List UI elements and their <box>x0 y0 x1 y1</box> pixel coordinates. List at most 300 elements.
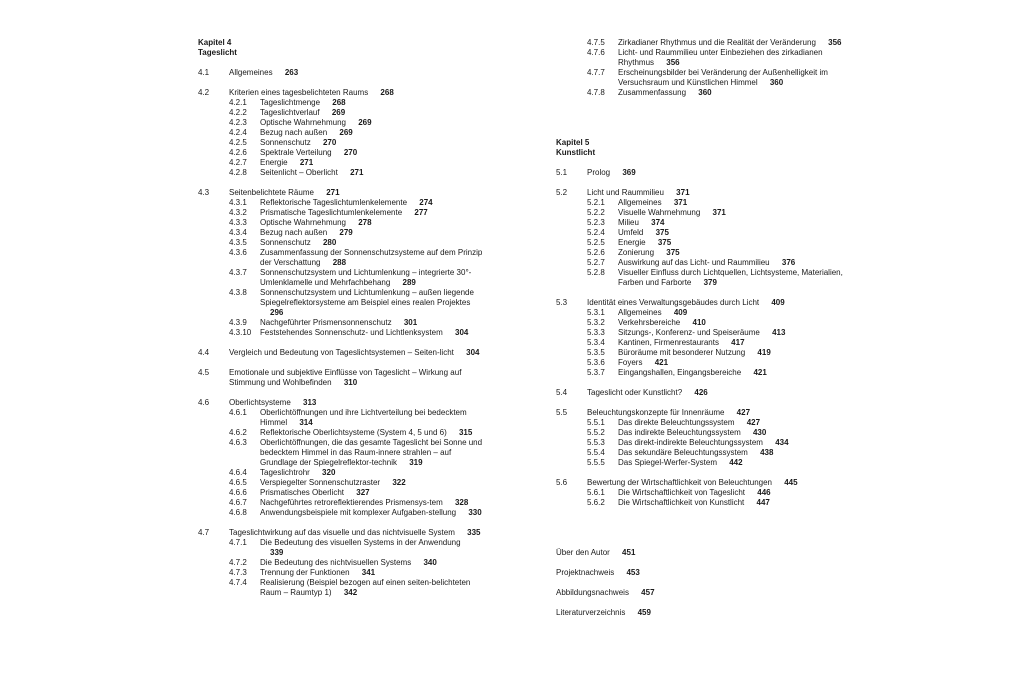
subsection-title: Das sekundäre Beleuchtungssystem 438 <box>618 448 774 457</box>
toc-subsection[interactable] <box>198 288 483 318</box>
subsection-title: Das direkte Beleuchtungssystem 427 <box>618 418 761 427</box>
subsection-title: Visuelle Wahrnehmung 371 <box>618 208 726 217</box>
page-number: 270 <box>322 138 337 147</box>
toc-subsection[interactable] <box>198 508 483 518</box>
subsection-number: 4.7.2 <box>229 558 247 567</box>
subsection-number: 4.7.6 <box>587 48 605 57</box>
subsection-number: 4.3.2 <box>229 208 247 217</box>
subsection-title: Seitenlicht – Oberlicht 271 <box>260 168 364 177</box>
subsection-title: Tageslichtrohr 320 <box>260 468 336 477</box>
subsection-number: 4.2.6 <box>229 148 247 157</box>
subsection-number: 5.2.2 <box>587 208 605 217</box>
subsection-number: 5.5.1 <box>587 418 605 427</box>
subsection-title: Visueller Einfluss durch Lichtquellen, Lichtsysteme, Materialien, Farben und Farborte 379 <box>618 268 843 287</box>
toc-subsection[interactable] <box>198 108 483 118</box>
spacer <box>556 118 846 128</box>
toc-appendix-item[interactable] <box>556 568 846 578</box>
subsection-number: 4.6.6 <box>229 488 247 497</box>
page-number: 410 <box>692 318 706 327</box>
page-number: 417 <box>731 338 745 347</box>
page-number: 451 <box>622 548 636 557</box>
subsection-title: Zusammenfassung 360 <box>618 88 712 97</box>
subsection-number: 4.6.8 <box>229 508 247 517</box>
subsection-number: 4.2.8 <box>229 168 247 177</box>
subsection-number: 5.3.4 <box>587 338 605 347</box>
subsection-number: 4.3.1 <box>229 198 247 207</box>
page-number: 447 <box>756 498 770 507</box>
page-number: 438 <box>760 448 774 457</box>
chapter-title: Kunstlicht <box>556 148 596 157</box>
page-number: 274 <box>419 198 433 207</box>
page-number: 328 <box>454 498 469 507</box>
toc-subsection[interactable] <box>198 168 483 178</box>
page-number: 322 <box>392 478 406 487</box>
toc-subsection[interactable] <box>198 158 483 168</box>
subsection-title: Die Wirtschaftlichkeit von Kunstlicht 447 <box>618 498 770 507</box>
section-title: Allgemeines 263 <box>229 68 299 77</box>
page-number: 268 <box>332 98 346 107</box>
toc-appendix-item[interactable] <box>556 588 846 598</box>
spacer <box>556 558 846 568</box>
spacer <box>556 378 846 388</box>
subsection-title: Feststehendes Sonnenschutz- und Lichtlenksystem 304 <box>260 328 469 337</box>
toc-column-left <box>198 38 483 598</box>
chapter-heading <box>198 38 483 58</box>
toc-subsection[interactable] <box>556 328 846 338</box>
toc-subsection[interactable] <box>556 218 846 228</box>
page-number: 304 <box>466 348 480 357</box>
subsection-number: 5.2.5 <box>587 238 605 247</box>
page-number: 280 <box>322 238 337 247</box>
page-number: 341 <box>361 568 376 577</box>
subsection-title: Sitzungs-, Konferenz- und Speiseräume 413 <box>618 328 786 337</box>
appendix-title: Über den Autor 451 <box>556 548 636 557</box>
subsection-title: Prismatische Tageslichtumlenkelemente 277 <box>260 208 428 217</box>
section-number: 4.4 <box>198 348 210 357</box>
toc-column-right <box>556 38 846 618</box>
toc-subsection[interactable] <box>198 478 483 488</box>
subsection-number: 5.3.6 <box>587 358 605 367</box>
subsection-title: Zusammenfassung der Sonnenschutzsysteme auf dem Prinzip der Verschattung 288 <box>260 248 483 267</box>
spacer <box>556 398 846 408</box>
section-title: Prolog 369 <box>587 168 636 177</box>
page-number: 310 <box>343 378 358 387</box>
subsection-number: 5.6.2 <box>587 498 605 507</box>
page-number: 340 <box>423 558 437 567</box>
toc-subsection[interactable] <box>198 148 483 158</box>
toc-appendix-item[interactable] <box>556 548 846 558</box>
section-title: Emotionale und subjektive Einflüsse von Tageslicht – Wirkung auf Stimmung und Wohlbefinden 310 <box>229 368 462 387</box>
section-title: Tageslicht oder Kunstlicht? 426 <box>587 388 708 397</box>
subsection-title: Auswirkung auf das Licht- und Raummilieu 376 <box>618 258 796 267</box>
page-number: 271 <box>350 168 364 177</box>
toc-subsection[interactable] <box>556 48 846 68</box>
section-number: 5.1 <box>556 168 568 177</box>
subsection-number: 4.3.7 <box>229 268 247 277</box>
subsection-number: 4.2.5 <box>229 138 247 147</box>
subsection-number: 5.2.4 <box>587 228 605 237</box>
toc-section[interactable] <box>556 168 846 178</box>
appendix-title: Projektnachweis 453 <box>556 568 640 577</box>
page-number: 269 <box>331 108 346 117</box>
section-number: 5.2 <box>556 188 568 197</box>
subsection-title: Sonnenschutzsystem und Lichtumlenkung – integrierte 30°-Umlenklamelle und Mehrfachbehang 289 <box>260 268 472 287</box>
toc-subsection[interactable] <box>556 308 846 318</box>
page-number: 371 <box>676 188 690 197</box>
section-title: Vergleich und Bedeutung von Tageslichtsystemen – Seiten-licht 304 <box>229 348 480 357</box>
subsection-number: 4.3.9 <box>229 318 247 327</box>
subsection-number: 5.2.8 <box>587 268 605 277</box>
page-number: 457 <box>641 588 655 597</box>
toc-subsection[interactable] <box>556 68 846 88</box>
subsection-title: Umfeld 375 <box>618 228 669 237</box>
spacer <box>198 178 483 188</box>
toc-subsection[interactable] <box>556 88 846 98</box>
subsection-title: Tageslichtmenge 268 <box>260 98 346 107</box>
page-number: 271 <box>326 188 340 197</box>
page-number: 379 <box>703 278 717 287</box>
subsection-number: 4.7.7 <box>587 68 605 77</box>
subsection-title: Allgemeines 409 <box>618 308 688 317</box>
toc-subsection[interactable] <box>198 428 483 438</box>
toc-subsection[interactable] <box>556 418 846 428</box>
page-number: 360 <box>769 78 784 87</box>
spacer <box>556 598 846 608</box>
chapter-title: Tageslicht <box>198 48 237 57</box>
subsection-number: 5.3.7 <box>587 368 605 377</box>
section-title: Licht und Raummilieu 371 <box>587 188 690 197</box>
chapter-label: Kapitel 5 <box>556 138 590 147</box>
toc-subsection[interactable] <box>198 268 483 288</box>
toc-section[interactable] <box>198 88 483 98</box>
page-number: 330 <box>468 508 482 517</box>
toc-subsection[interactable] <box>198 498 483 508</box>
section-title: Bewertung der Wirtschaftlichkeit von Beleuchtungen 445 <box>587 478 798 487</box>
subsection-number: 5.2.7 <box>587 258 605 267</box>
toc-subsection[interactable] <box>198 238 483 248</box>
subsection-number: 4.7.1 <box>229 538 247 547</box>
page-number: 289 <box>402 278 416 287</box>
toc-subsection[interactable] <box>556 258 846 268</box>
toc-subsection[interactable] <box>198 228 483 238</box>
spacer <box>556 178 846 188</box>
page-number: 371 <box>673 198 688 207</box>
subsection-number: 4.6.5 <box>229 478 247 487</box>
subsection-title: Energie 271 <box>260 158 314 167</box>
toc-subsection[interactable] <box>556 268 846 288</box>
subsection-title: Oberlichtöffnungen, die das gesamte Tageslicht bei Sonne und bedecktem Himmel in das Raum-innere strahlen – auf Grundlage der Spiegelreflektor-technik 319 <box>260 438 483 467</box>
toc-subsection[interactable] <box>556 348 846 358</box>
toc-section[interactable] <box>556 388 846 398</box>
page-number: 375 <box>657 238 672 247</box>
toc-subsection[interactable] <box>556 488 846 498</box>
subsection-number: 5.2.6 <box>587 248 605 257</box>
subsection-number: 5.6.1 <box>587 488 605 497</box>
subsection-number: 4.6.4 <box>229 468 247 477</box>
spacer <box>556 528 846 538</box>
toc-subsection[interactable] <box>198 318 483 328</box>
subsection-number: 4.3.6 <box>229 248 247 257</box>
toc-subsection[interactable] <box>556 228 846 238</box>
toc-subsection[interactable] <box>556 248 846 258</box>
subsection-number: 4.3.10 <box>229 328 252 337</box>
page-number: 419 <box>757 348 771 357</box>
toc-section[interactable] <box>198 398 483 408</box>
subsection-number: 4.2.4 <box>229 128 247 137</box>
spacer <box>556 98 846 108</box>
chapter-heading <box>556 138 846 158</box>
page-number: 421 <box>753 368 767 377</box>
toc-subsection[interactable] <box>198 438 483 468</box>
toc-subsection[interactable] <box>198 568 483 578</box>
subsection-number: 4.3.5 <box>229 238 247 247</box>
subsection-number: 4.3.4 <box>229 228 247 237</box>
toc-subsection[interactable] <box>198 328 483 338</box>
toc-subsection[interactable] <box>198 408 483 428</box>
subsection-title: Sonnenschutz 280 <box>260 238 337 247</box>
subsection-number: 4.6.2 <box>229 428 247 437</box>
spacer <box>556 578 846 588</box>
spacer <box>556 128 846 138</box>
toc-subsection[interactable] <box>556 458 846 468</box>
section-number: 4.6 <box>198 398 210 407</box>
subsection-title: Bezug nach außen 269 <box>260 128 353 137</box>
subsection-number: 4.3.8 <box>229 288 247 297</box>
section-number: 5.4 <box>556 388 568 397</box>
section-number: 4.1 <box>198 68 210 77</box>
spacer <box>198 78 483 88</box>
toc-subsection[interactable] <box>556 498 846 508</box>
toc-subsection[interactable] <box>198 138 483 148</box>
subsection-title: Kantinen, Firmenrestaurants 417 <box>618 338 745 347</box>
subsection-number: 4.2.1 <box>229 98 247 107</box>
page-number: 304 <box>455 328 469 337</box>
toc-subsection[interactable] <box>198 468 483 478</box>
section-number: 5.5 <box>556 408 568 417</box>
subsection-title: Zirkadianer Rhythmus und die Realität der Veränderung 356 <box>618 38 842 47</box>
subsection-title: Das Spiegel-Werfer-System 442 <box>618 458 743 467</box>
subsection-title: Optische Wahrnehmung 278 <box>260 218 372 227</box>
spacer <box>556 288 846 298</box>
toc-subsection[interactable] <box>198 488 483 498</box>
subsection-title: Erscheinungsbilder bei Veränderung der Außenhelligkeit im Versuchsraum und Künstlichen Himmel 360 <box>618 68 828 87</box>
toc-subsection[interactable] <box>556 438 846 448</box>
page-number: 374 <box>651 218 665 227</box>
subsection-title: Tageslichtverlauf 269 <box>260 108 346 117</box>
toc-subsection[interactable] <box>556 428 846 438</box>
page-number: 426 <box>694 388 708 397</box>
toc-section[interactable] <box>198 68 483 78</box>
toc-section[interactable] <box>556 298 846 308</box>
subsection-title: Das indirekte Beleuchtungssystem 430 <box>618 428 767 437</box>
subsection-title: Trennung der Funktionen 341 <box>260 568 376 577</box>
page-number: 263 <box>284 68 299 77</box>
page-number: 277 <box>414 208 428 217</box>
subsection-number: 5.3.3 <box>587 328 605 337</box>
toc-subsection[interactable] <box>198 538 483 558</box>
page-number: 269 <box>358 118 372 127</box>
page-number: 446 <box>757 488 771 497</box>
toc-appendix-item[interactable] <box>556 608 846 618</box>
spacer <box>198 518 483 528</box>
spacer <box>198 338 483 348</box>
subsection-title: Zonierung 375 <box>618 248 680 257</box>
subsection-number: 4.6.3 <box>229 438 247 447</box>
subsection-title: Allgemeines 371 <box>618 198 688 207</box>
page-number: 453 <box>626 568 640 577</box>
page-number: 313 <box>303 398 317 407</box>
subsection-title: Nachgeführter Prismensonnenschutz 301 <box>260 318 418 327</box>
subsection-title: Verspiegelter Sonnenschutzraster 322 <box>260 478 406 487</box>
spacer <box>198 58 483 68</box>
subsection-title: Licht- und Raummilieu unter Einbeziehen des zirkadianen Rhythmus 356 <box>618 48 823 67</box>
subsection-title: Energie 375 <box>618 238 672 247</box>
page-number: 278 <box>358 218 372 227</box>
toc-subsection[interactable] <box>556 338 846 348</box>
subsection-title: Verkehrsbereiche 410 <box>618 318 706 327</box>
section-title: Tageslichtwirkung auf das visuelle und das nichtvisuelle System 335 <box>229 528 481 537</box>
page-number: 327 <box>356 488 370 497</box>
page-number: 320 <box>322 468 336 477</box>
toc-section[interactable] <box>556 188 846 198</box>
page-number: 421 <box>654 358 669 367</box>
toc-subsection[interactable] <box>556 38 846 48</box>
page-number: 427 <box>736 408 751 417</box>
subsection-title: Die Bedeutung des nichtvisuellen Systems 340 <box>260 558 437 567</box>
toc-section[interactable] <box>198 528 483 538</box>
subsection-number: 5.5.2 <box>587 428 605 437</box>
section-number: 4.5 <box>198 368 210 377</box>
subsection-title: Realisierung (Beispiel bezogen auf einen seiten-belichteten Raum – Raumtyp 1) 342 <box>260 578 471 597</box>
subsection-title: Sonnenschutzsystem und Lichtumlenkung – außen liegende Spiegelreflektorsysteme am Beispiel eines realen Projektes 296 <box>260 288 474 317</box>
subsection-number: 5.3.2 <box>587 318 605 327</box>
page-number: 296 <box>270 308 284 317</box>
subsection-number: 5.2.3 <box>587 218 605 227</box>
page-number: 335 <box>467 528 481 537</box>
subsection-title: Eingangshallen, Eingangsbereiche 421 <box>618 368 767 377</box>
toc-section[interactable] <box>198 188 483 198</box>
section-title: Beleuchtungskonzepte für Innenräume 427 <box>587 408 751 417</box>
subsection-title: Foyers 421 <box>618 358 669 367</box>
spacer <box>556 538 846 548</box>
toc-subsection[interactable] <box>198 558 483 568</box>
subsection-title: Oberlichtöffnungen und ihre Lichtverteilung bei bedecktem Himmel 314 <box>260 408 467 427</box>
subsection-title: Das direkt-indirekte Beleuchtungssystem 434 <box>618 438 789 447</box>
page-number: 314 <box>299 418 313 427</box>
subsection-title: Die Wirtschaftlichkeit von Tageslicht 446 <box>618 488 771 497</box>
subsection-title: Reflektorische Tageslichtumlenkelemente 274 <box>260 198 433 207</box>
page-number: 434 <box>775 438 789 447</box>
subsection-title: Prismatisches Oberlicht 327 <box>260 488 370 497</box>
page-number: 375 <box>666 248 680 257</box>
toc-subsection[interactable] <box>198 218 483 228</box>
section-number: 4.7 <box>198 528 210 537</box>
subsection-title: Anwendungsbeispiele mit komplexer Aufgaben-stellung 330 <box>260 508 482 517</box>
toc-subsection[interactable] <box>556 358 846 368</box>
page-number: 279 <box>339 228 353 237</box>
toc-subsection[interactable] <box>198 248 483 268</box>
toc-subsection[interactable] <box>556 318 846 328</box>
toc-subsection[interactable] <box>198 198 483 208</box>
toc-subsection[interactable] <box>198 128 483 138</box>
toc-section[interactable] <box>556 478 846 488</box>
page-number: 339 <box>270 548 284 557</box>
spacer <box>556 468 846 478</box>
page-number: 427 <box>746 418 761 427</box>
page-number: 356 <box>828 38 842 47</box>
page-number: 369 <box>622 168 636 177</box>
spacer <box>198 358 483 368</box>
page-number: 269 <box>339 128 353 137</box>
appendix-title: Literaturverzeichnis 459 <box>556 608 651 617</box>
page-number: 315 <box>458 428 473 437</box>
page-number: 288 <box>332 258 347 267</box>
subsection-title: Nachgeführtes retroreflektierendes Prismensys-tem 328 <box>260 498 469 507</box>
section-title: Seitenbelichtete Räume 271 <box>229 188 340 197</box>
page-number: 409 <box>673 308 688 317</box>
subsection-number: 4.7.5 <box>587 38 605 47</box>
section-title: Oberlichtsysteme 313 <box>229 398 317 407</box>
section-number: 5.6 <box>556 478 568 487</box>
toc-subsection[interactable] <box>198 118 483 128</box>
toc-section[interactable] <box>198 368 483 388</box>
subsection-number: 4.3.3 <box>229 218 247 227</box>
subsection-number: 4.6.1 <box>229 408 247 417</box>
page-number: 371 <box>712 208 726 217</box>
toc-subsection[interactable] <box>556 238 846 248</box>
toc-subsection[interactable] <box>556 448 846 458</box>
subsection-title: Sonnenschutz 270 <box>260 138 337 147</box>
toc-subsection[interactable] <box>198 208 483 218</box>
subsection-number: 5.2.1 <box>587 198 605 207</box>
subsection-number: 5.5.4 <box>587 448 605 457</box>
subsection-number: 4.6.7 <box>229 498 247 507</box>
subsection-title: Die Bedeutung des visuellen Systems in der Anwendung 339 <box>260 538 461 557</box>
subsection-title: Optische Wahrnehmung 269 <box>260 118 372 127</box>
spacer <box>556 108 846 118</box>
toc-subsection[interactable] <box>198 578 483 598</box>
page-number: 430 <box>752 428 767 437</box>
subsection-title: Reflektorische Oberlichtsysteme (System 4, 5 und 6) 315 <box>260 428 473 437</box>
toc-subsection[interactable] <box>556 368 846 378</box>
toc-section[interactable] <box>198 348 483 358</box>
toc-subsection[interactable] <box>198 98 483 108</box>
page-number: 271 <box>299 158 314 167</box>
subsection-number: 4.7.4 <box>229 578 247 587</box>
toc-section[interactable] <box>556 408 846 418</box>
page-number: 376 <box>781 258 796 267</box>
toc-subsection[interactable] <box>556 208 846 218</box>
section-number: 4.3 <box>198 188 210 197</box>
page-number: 445 <box>784 478 798 487</box>
section-number: 4.2 <box>198 88 210 97</box>
page-number: 356 <box>666 58 680 67</box>
page-number: 270 <box>343 148 358 157</box>
subsection-title: Büroräume mit besonderer Nutzung 419 <box>618 348 771 357</box>
chapter-label: Kapitel 4 <box>198 38 232 47</box>
page-number: 442 <box>729 458 743 467</box>
toc-subsection[interactable] <box>556 198 846 208</box>
subsection-number: 4.2.7 <box>229 158 247 167</box>
page-number: 342 <box>343 588 358 597</box>
subsection-number: 5.3.1 <box>587 308 605 317</box>
subsection-title: Bezug nach außen 279 <box>260 228 353 237</box>
page-number: 459 <box>637 608 651 617</box>
spacer <box>556 158 846 168</box>
subsection-number: 5.5.5 <box>587 458 605 467</box>
page-number: 268 <box>380 88 394 97</box>
section-title: Identität eines Verwaltungsgebäudes durch Licht 409 <box>587 298 785 307</box>
